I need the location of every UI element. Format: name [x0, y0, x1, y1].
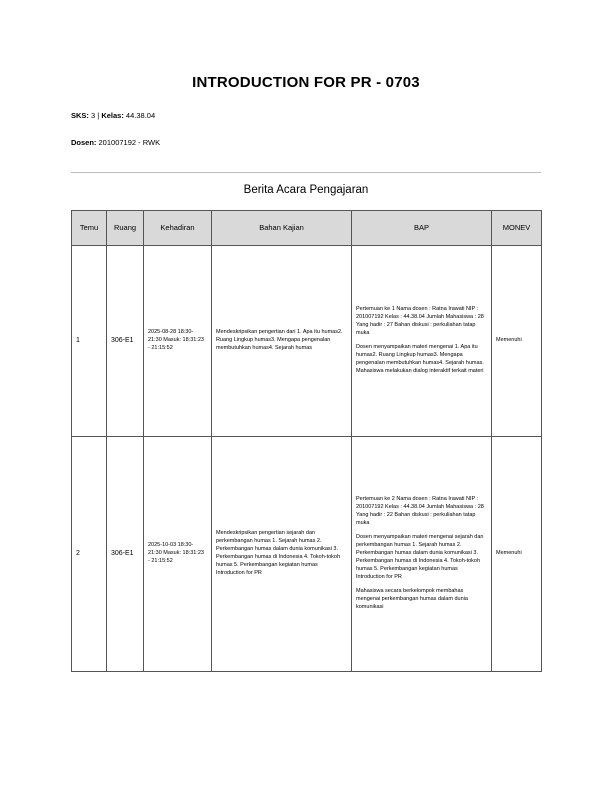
- cell-kehadiran: 2025-08-28 18:30-21:30 Masuk: 18:31:23 - 21:15:52: [144, 246, 212, 437]
- document-title: INTRODUCTION FOR PR - 0703: [192, 74, 420, 91]
- table-row: [72, 246, 542, 437]
- cell-ruang: 306-E1: [107, 246, 144, 437]
- bap-paragraph: Pertemuan ke 1 Nama dosen : Ratna Irawati NIP : 201007192 Kelas : 44.38.04 Jumlah Mahasiswa : 28 Yang hadir : 27 Bahan diskusi : perkuliahan tatap muka: [356, 306, 484, 337]
- bap-paragraph: Dosen menyampaikan materi mengenai 1. Apa itu humas2. Ruang Lingkup humas3. Mengapa pengenalan membutuhkan humas4. Sejarah humas. Mahasiswa melakukan dialog interaktif terkait materi: [356, 344, 484, 374]
- header-monev: MONEV: [492, 211, 542, 246]
- cell-bap: [352, 437, 492, 672]
- sks-label: SKS:: [71, 111, 89, 120]
- cell-bahan-kajian: Mendeskripsikan pengertian sejarah dan perkembangan humas 1. Sejarah humas 2. Perkembangan humas dalam dunia komunikasi 3. Perkembangan humas di Indonesia 4. Tokoh-tokoh humas 5. Perkembangan kegiatan humas Introduction for PR: [212, 437, 352, 672]
- bap-paragraph: Dosen menyampaikan materi mengenai sejarah dan perkembangan humas 1. Sejarah humas 2. Perkembangan humas dalam dunia komunikasi 3. Perkembangan humas di Indonesia 4. Tokoh-tokoh humas 5. Perkembangan kegiatan humas Introduction for PR: [356, 534, 484, 580]
- divider: [71, 172, 541, 173]
- cell-kehadiran: 2025-10-03 18:30-21:30 Masuk: 18:31:23 - 21:15:52: [144, 437, 212, 672]
- header-temu: Temu: [72, 211, 107, 246]
- kelas-value: 44.38.04: [125, 111, 156, 120]
- cell-temu: 1: [72, 246, 107, 437]
- course-info-line: [71, 111, 155, 120]
- teaching-record-table: [71, 210, 542, 672]
- bap-paragraph: Pertemuan ke 2 Nama dosen : Ratna Irawati NIP : 201007192 Kelas : 44.38.04 Jumlah Mahasiswa : 28 Yang hadir : 22 Bahan diskusi : perkuliahan tatap muka: [356, 496, 484, 527]
- table-header-row: [72, 211, 542, 246]
- header-ruang: Ruang: [107, 211, 144, 246]
- sks-value: 3 |: [91, 111, 102, 120]
- kelas-label: Kelas:: [101, 111, 124, 120]
- cell-bahan-kajian: Mendeskripsikan pengertian dari 1. Apa itu humas2. Ruang Lingkup humas3. Mengapa pengenalan membutuhkan humas4. Sejarah humas: [212, 246, 352, 437]
- cell-monev: Memenuhi: [492, 437, 542, 672]
- cell-temu: 2: [72, 437, 107, 672]
- header-bahan-kajian: Bahan Kajian: [212, 211, 352, 246]
- cell-ruang: 306-E1: [107, 437, 144, 672]
- header-bap: BAP: [352, 211, 492, 246]
- cell-bap: [352, 246, 492, 437]
- section-title: Berita Acara Pengajaran: [243, 184, 369, 196]
- lecturer-info-line: [71, 138, 160, 147]
- dosen-value: 201007192 - RWK: [98, 138, 161, 147]
- dosen-label: Dosen:: [71, 138, 97, 147]
- header-kehadiran: Kehadiran: [144, 211, 212, 246]
- cell-monev: Memenuhi: [492, 246, 542, 437]
- table-row: [72, 437, 542, 672]
- bap-paragraph: Mahasiswa secara berkelompok membahas mengenai perkembangan humas dalam dunia komunikasi: [356, 587, 468, 610]
